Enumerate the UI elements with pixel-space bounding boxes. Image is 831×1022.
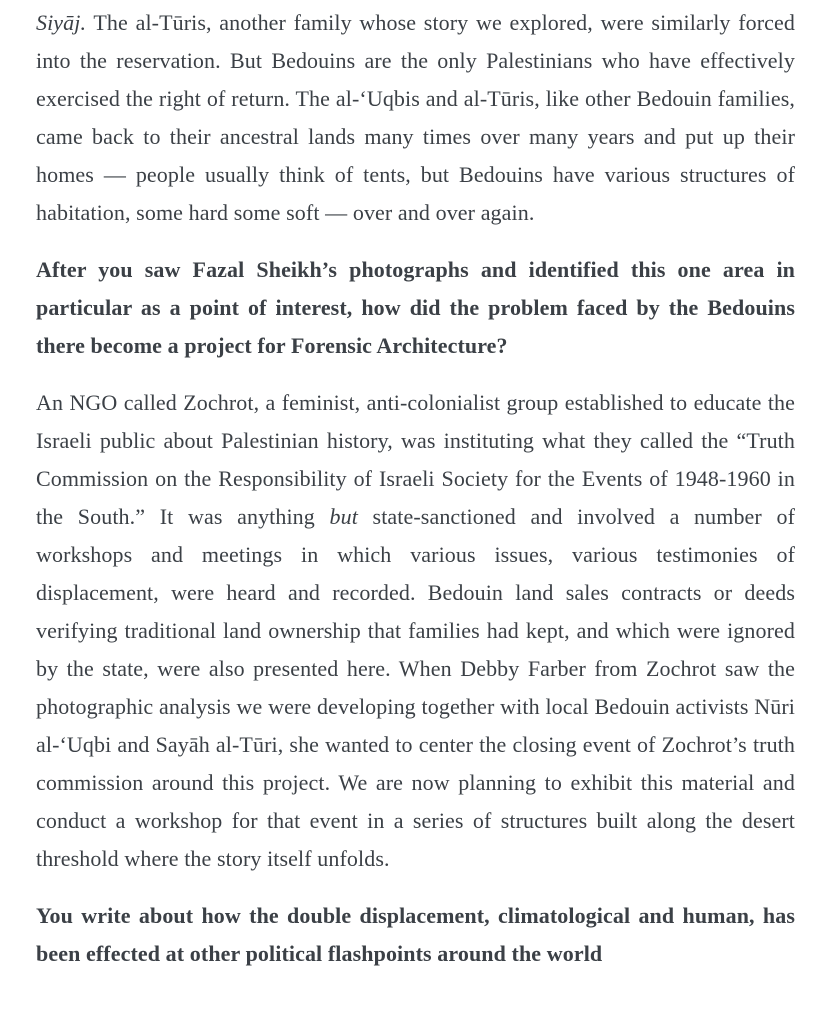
- text-segment: An NGO called Zochrot, a feminist, anti-colonialist group established to educate the Israeli public about Palestinian history, was instituting what they called the “Truth Commission on the Responsibility of Israeli Society for the Events of 1948-1960 in the South.” It was anything: [36, 390, 795, 529]
- text-segment: state-sanctioned and involved a number of workshops and meetings in which various issues, various testimonies of displacement, were heard and recorded. Bedouin land sales contracts or deeds verifying traditional land ownership that families had kept, and which were ignored by the state, were also presented here. When Debby Farber from Zochrot saw the photographic analysis we were developing together with local Bedouin activists Nūri al-‘Uqbi and Sayāh al-Tūri, she wanted to center the closing event of Zochrot’s truth commission around this project. We are now planning to exhibit this material and conduct a workshop for that event in a series of structures built along the desert threshold where the story itself unfolds.: [36, 504, 795, 871]
- text-segment: You write about how the double displacement, climatological and human, has been effected at other political flashpoints around the world: [36, 903, 795, 966]
- paragraph-zochrot-answer: [36, 384, 795, 878]
- paragraph-question-fazal-sheikh: [36, 251, 795, 365]
- text-segment: After you saw Fazal Sheikh’s photographs and identified this one area in particular as a point of interest, how did the problem faced by the Bedouins there become a project for Forensic Architecture?: [36, 257, 795, 358]
- paragraph-question-double-displacement: [36, 897, 795, 973]
- paragraph-siyaj: [36, 4, 795, 232]
- text-segment: The al-Tūris, another family whose story we explored, were similarly forced into the reservation. But Bedouins are the only Palestinians who have effectively exercised the right of return. The al-‘Uqbis and al-Tūris, like other Bedouin families, came back to their ancestral lands many times over many years and put up their homes — people usually think of tents, but Bedouins have various structures of habitation, some hard some soft — over and over again.: [36, 10, 795, 225]
- text-segment-italic: but: [329, 504, 358, 529]
- text-segment-italic: Siyāj.: [36, 10, 87, 35]
